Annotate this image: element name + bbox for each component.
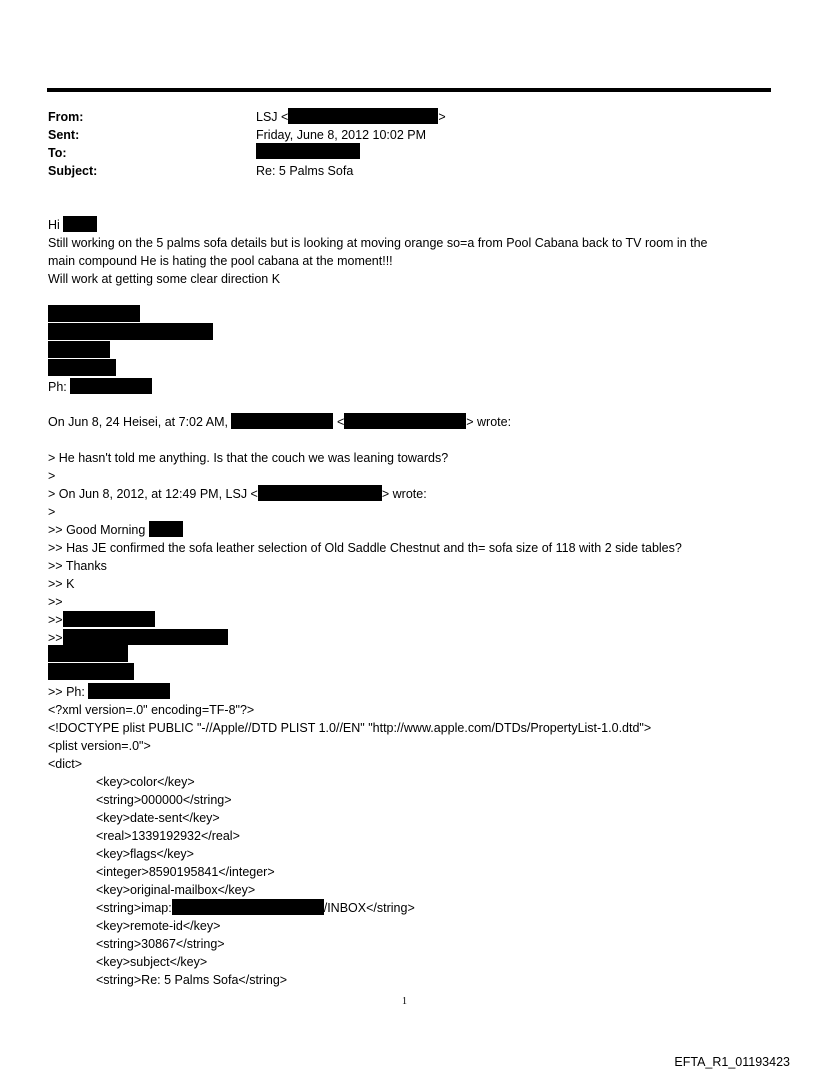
phone-line <box>48 378 152 396</box>
quote-text: >> Ph: <box>48 685 85 699</box>
subject-value: Re: 5 Palms Sofa <box>256 164 354 178</box>
plist-line <box>96 899 415 917</box>
plist-line: <key>date-sent</key> <box>96 811 220 825</box>
signature-redaction <box>48 305 140 322</box>
from-prefix: LSJ < <box>256 110 289 124</box>
quote-line: >> K <box>48 577 75 591</box>
quote-line <box>48 521 183 539</box>
sent-label: Sent: <box>48 128 80 142</box>
plist-line: <key>color</key> <box>96 775 195 789</box>
body-line-3: Will work at getting some clear direction K <box>48 272 281 286</box>
greeting <box>48 216 97 234</box>
greeting-text: Hi <box>48 218 60 232</box>
from-suffix: > <box>438 110 446 124</box>
quote-text: >> <box>48 613 63 627</box>
plist-line: <integer>8590195841</integer> <box>96 865 275 879</box>
plist-line: <key>original-mailbox</key> <box>96 883 256 897</box>
body-line-1: Still working on the 5 palms sofa details but is looking at moving orange so=a from Pool Cabana back to TV room in the <box>48 236 708 250</box>
redaction <box>70 378 152 394</box>
quote-line: > <box>48 469 56 483</box>
subject-label: Subject: <box>48 164 98 178</box>
redaction <box>63 611 155 627</box>
quote-text: >> Good Morning <box>48 523 146 537</box>
signature-redaction <box>48 663 134 680</box>
plist-line: <string>30867</string> <box>96 937 225 951</box>
plist-line: <plist version=.0"> <box>48 739 151 753</box>
on-wrote-line <box>48 413 511 431</box>
quote-line: >> <box>48 595 63 609</box>
quote-prefix: > On Jun 8, 2012, at 12:49 PM, LSJ < <box>48 487 258 501</box>
redaction <box>149 521 183 537</box>
quote-line <box>48 485 427 503</box>
on-suffix: > wrote: <box>466 415 512 429</box>
plist-line: <real>1339192932</real> <box>96 829 240 843</box>
redaction <box>288 108 438 124</box>
signature-redaction <box>48 645 128 662</box>
quote-line <box>48 611 155 629</box>
plist-line: <string>Re: 5 Palms Sofa</string> <box>96 973 288 987</box>
redaction <box>88 683 170 699</box>
from-value <box>256 108 446 126</box>
quote-text: >> <box>48 631 63 645</box>
quote-line <box>48 683 170 701</box>
quote-line: >> Thanks <box>48 559 107 573</box>
to-label: To: <box>48 146 67 160</box>
quote-line: >> Has JE confirmed the sofa leather selection of Old Saddle Chestnut and th= sofa size of 118 with 2 side tables? <box>48 541 682 555</box>
quote-suffix: > wrote: <box>381 487 427 501</box>
on-prefix: On Jun 8, 24 Heisei, at 7:02 AM, <box>48 415 228 429</box>
plist-prefix: <string>imap: <box>96 901 172 915</box>
page-number: 1 <box>402 996 407 1007</box>
plist-suffix: /INBOX</string> <box>323 901 415 915</box>
signature-redaction <box>48 323 213 340</box>
signature-redaction <box>48 341 110 358</box>
plist-line: <key>flags</key> <box>96 847 194 861</box>
on-lt: < <box>336 415 345 429</box>
redaction <box>63 629 228 645</box>
quote-line: > He hasn't told me anything. Is that the couch we was leaning towards? <box>48 451 449 465</box>
redaction <box>231 413 333 429</box>
plist-line: <key>subject</key> <box>96 955 208 969</box>
body-line-2: main compound He is hating the pool cabana at the moment!!! <box>48 254 393 268</box>
plist-line: <dict> <box>48 757 83 771</box>
redaction <box>258 485 382 501</box>
to-redaction <box>256 143 360 159</box>
redaction <box>63 216 97 232</box>
plist-line: <?xml version=.0" encoding=TF-8"?> <box>48 703 255 717</box>
sent-value: Friday, June 8, 2012 10:02 PM <box>256 128 427 142</box>
header-rule <box>47 88 771 92</box>
redaction <box>172 899 324 915</box>
plist-line: <key>remote-id</key> <box>96 919 221 933</box>
signature-redaction <box>48 359 116 376</box>
phone-label: Ph: <box>48 380 67 394</box>
plist-line: <!DOCTYPE plist PUBLIC "-//Apple//DTD PLIST 1.0//EN" "http://www.apple.com/DTDs/PropertyList-1.0.dtd"> <box>48 721 652 735</box>
from-label: From: <box>48 110 84 124</box>
quote-line: > <box>48 505 56 519</box>
bates-number: EFTA_R1_01193423 <box>674 1055 790 1069</box>
plist-line: <string>000000</string> <box>96 793 232 807</box>
redaction <box>344 413 466 429</box>
